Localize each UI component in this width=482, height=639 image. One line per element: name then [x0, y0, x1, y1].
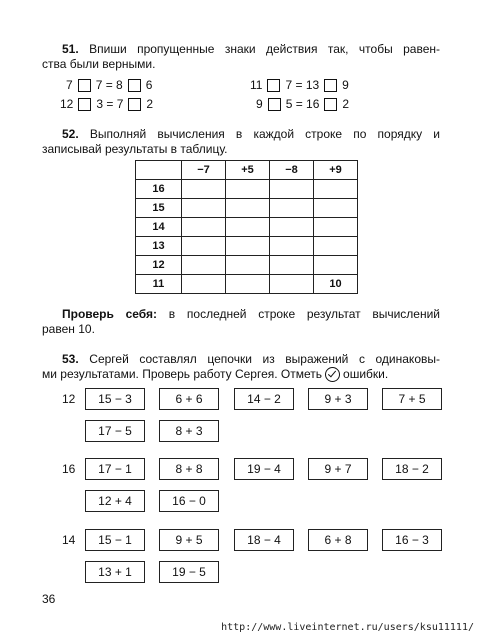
- ex52-line1: [62, 127, 440, 142]
- answer-box[interactable]: [78, 79, 91, 92]
- answer-box[interactable]: [128, 79, 141, 92]
- answer-cell[interactable]: [226, 218, 270, 237]
- check-yourself-line2: равен 10.: [42, 322, 95, 336]
- chain-result-label: 12: [62, 392, 76, 406]
- expression-box[interactable]: 12 + 4: [85, 490, 145, 512]
- ex52-number: 52.: [62, 127, 79, 141]
- answer-cell[interactable]: [226, 199, 270, 218]
- ex51-text: Впиши пропущенные знаки действия так, чтобы равен-: [89, 42, 441, 56]
- expression-box[interactable]: 6 + 8: [308, 529, 368, 551]
- expression-box[interactable]: 17 − 1: [85, 458, 145, 480]
- row-start-value: 13: [136, 237, 182, 256]
- expression-box[interactable]: 16 − 3: [382, 529, 442, 551]
- table-header-cell: −7: [182, 161, 226, 180]
- table-header-cell: +9: [314, 161, 358, 180]
- table-header-row: [136, 161, 358, 180]
- expression-box[interactable]: 9 + 7: [308, 458, 368, 480]
- ex52-text: Выполняй вычисления в каждой строке по порядку и: [89, 127, 440, 141]
- answer-box[interactable]: [128, 98, 141, 111]
- row-start-value: 14: [136, 218, 182, 237]
- answer-cell[interactable]: [226, 275, 270, 294]
- ex51-number: 51.: [62, 42, 79, 56]
- expression-box[interactable]: 8 + 3: [159, 420, 219, 442]
- answer-cell[interactable]: [182, 256, 226, 275]
- answer-cell[interactable]: [270, 275, 314, 294]
- answer-cell[interactable]: [314, 256, 358, 275]
- row-start-value: 11: [136, 275, 182, 294]
- ex51-equation-4: 9 5 = 16 2: [256, 97, 350, 111]
- table-row: [136, 180, 358, 199]
- ex51-equation-3: 11 7 = 13 9: [250, 78, 349, 92]
- ex53-line1: [62, 352, 440, 367]
- row-start-value: 12: [136, 256, 182, 275]
- expression-box[interactable]: 13 + 1: [85, 561, 145, 583]
- answer-cell[interactable]: [226, 237, 270, 256]
- answer-cell[interactable]: [226, 256, 270, 275]
- answer-box[interactable]: [324, 79, 337, 92]
- table-row: [136, 218, 358, 237]
- expression-box[interactable]: 18 − 4: [234, 529, 294, 551]
- chain-result-label: 14: [62, 533, 76, 547]
- expression-box[interactable]: 7 + 5: [382, 388, 442, 410]
- expression-box[interactable]: 17 − 5: [85, 420, 145, 442]
- check-circle-icon: [325, 367, 340, 382]
- ex53-line2: ми результатами. Проверь работу Сергея. Отметь ошибки.: [42, 367, 389, 381]
- answer-cell[interactable]: [270, 256, 314, 275]
- expression-box[interactable]: 19 − 5: [159, 561, 219, 583]
- ex52-line2: записывай результаты в таблицу.: [42, 142, 228, 156]
- answer-cell[interactable]: [182, 180, 226, 199]
- expression-box[interactable]: 14 − 2: [234, 388, 294, 410]
- answer-box[interactable]: [324, 98, 337, 111]
- expression-box[interactable]: 8 + 8: [159, 458, 219, 480]
- ex53-text: Сергей составлял цепочки из выражений с одинаковы-: [89, 352, 440, 366]
- check-yourself-line1: [62, 307, 440, 322]
- ex51-equation-2: 12 3 = 7 2: [60, 97, 154, 111]
- answer-cell[interactable]: [182, 218, 226, 237]
- ex53-number: 53.: [62, 352, 79, 366]
- answer-box[interactable]: [268, 98, 281, 111]
- watermark-url: http://www.liveinternet.ru/users/ksu11111/: [221, 622, 474, 633]
- table-row: [136, 237, 358, 256]
- chain-result-label: 16: [62, 462, 76, 476]
- answer-cell[interactable]: [270, 199, 314, 218]
- answer-cell[interactable]: [314, 180, 358, 199]
- expression-box[interactable]: 9 + 3: [308, 388, 368, 410]
- answer-cell[interactable]: [270, 218, 314, 237]
- ex51-line2: ства были верными.: [42, 57, 156, 71]
- row-start-value: 16: [136, 180, 182, 199]
- expression-box[interactable]: 18 − 2: [382, 458, 442, 480]
- row-start-value: 15: [136, 199, 182, 218]
- table-row: [136, 275, 358, 294]
- answer-cell[interactable]: [182, 237, 226, 256]
- check-yourself-label: Проверь себя:: [62, 307, 158, 321]
- table-row: [136, 199, 358, 218]
- answer-box[interactable]: [267, 79, 280, 92]
- answer-cell[interactable]: [270, 237, 314, 256]
- check-yourself-text: в последней строке результат вычислений: [168, 307, 440, 321]
- table-header-cell: +5: [226, 161, 270, 180]
- table-header-cell: [136, 161, 182, 180]
- expression-box[interactable]: 19 − 4: [234, 458, 294, 480]
- expression-box[interactable]: 15 − 1: [85, 529, 145, 551]
- answer-cell[interactable]: [314, 218, 358, 237]
- results-table: [135, 160, 358, 294]
- answer-cell[interactable]: [226, 180, 270, 199]
- answer-cell[interactable]: [314, 237, 358, 256]
- answer-cell[interactable]: 10: [314, 275, 358, 294]
- ex51-line1: [62, 42, 440, 57]
- expression-box[interactable]: 15 − 3: [85, 388, 145, 410]
- answer-cell[interactable]: [182, 275, 226, 294]
- page-number: 36: [42, 592, 56, 606]
- answer-cell[interactable]: [182, 199, 226, 218]
- table-row: [136, 256, 358, 275]
- answer-box[interactable]: [78, 98, 91, 111]
- expression-box[interactable]: 16 − 0: [159, 490, 219, 512]
- table-header-cell: −8: [270, 161, 314, 180]
- answer-cell[interactable]: [270, 180, 314, 199]
- expression-box[interactable]: 6 + 6: [159, 388, 219, 410]
- ex51-equation-1: 7 7 = 8 6: [66, 78, 153, 92]
- expression-box[interactable]: 9 + 5: [159, 529, 219, 551]
- answer-cell[interactable]: [314, 199, 358, 218]
